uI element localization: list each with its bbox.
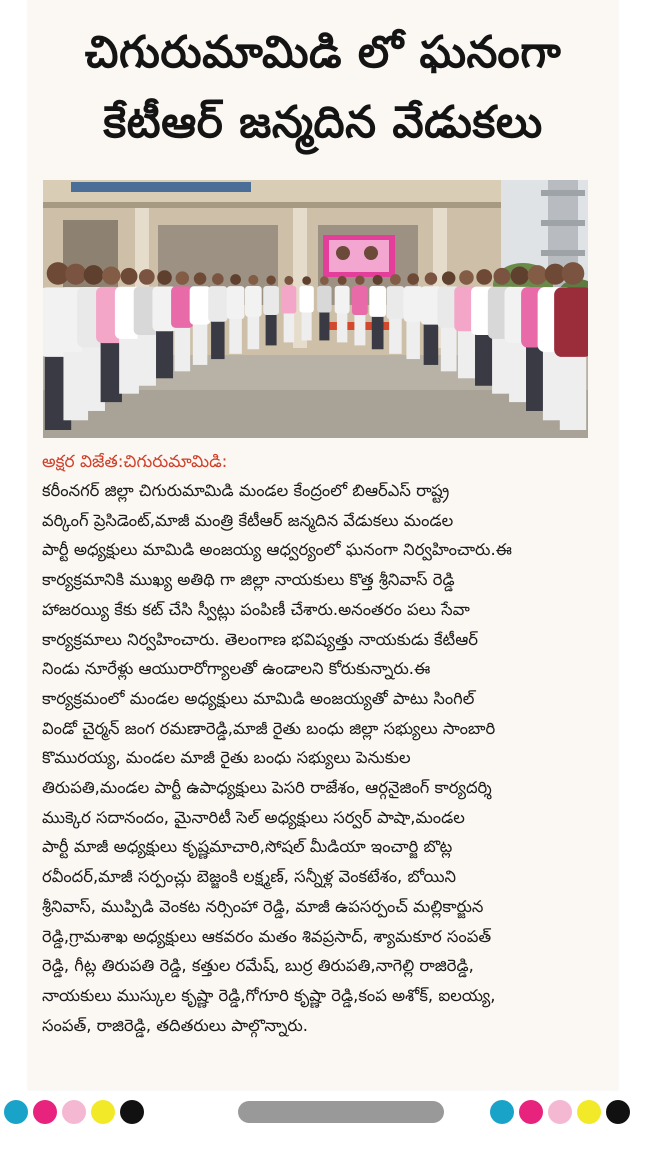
article-line: నాయకులు ముస్కుల కృష్ణా రెడ్డి,గోగూరి కృష్ణా రెడ్డి,కంప అశోక్, ఐలయ్య, bbox=[42, 985, 496, 1005]
color-dot bbox=[33, 1100, 57, 1124]
color-dot bbox=[62, 1100, 86, 1124]
color-dot bbox=[606, 1100, 630, 1124]
bottom-bar bbox=[0, 1090, 647, 1130]
headline-line-2: కేటీఆర్ జన్మదిన వేడుకలు bbox=[103, 97, 543, 148]
article-line: కరీంనగర్ జిల్లా చిగురుమామిడి మండల కేంద్రంలో బిఆర్ఎస్ రాష్ట్ర bbox=[42, 481, 450, 500]
article-line: పార్టీ మాజీ అధ్యక్షులు కృష్ణమాచారి,సోషల్ మీడియా ఇంచార్జి బొట్ల bbox=[42, 837, 453, 857]
article-line: తిరుపతి,మండల పార్టీ ఉపాధ్యక్షులు పెసరి రాజేశం, ఆర్గనైజింగ్ కార్యదర్శి bbox=[42, 778, 492, 798]
color-dot bbox=[548, 1100, 572, 1124]
article-line: నిండు నూరేళ్లు ఆయురారోగ్యాలతో ఉండాలని కోరుకున్నారు.ఈ bbox=[42, 659, 431, 679]
color-dot bbox=[120, 1100, 144, 1124]
color-dot bbox=[91, 1100, 115, 1124]
byline: అక్షర విజేత:చిగురుమామిడి: bbox=[42, 452, 228, 472]
article-line: వర్కింగ్ ప్రెసిడెంట్,మాజీ మంత్రి కేటీఆర్ జన్మదిన వేడుకలు మండల bbox=[42, 510, 454, 530]
group-photo-icon bbox=[43, 180, 588, 438]
article-line: కార్యక్రమాలు నిర్వహించారు. తెలంగాణ భవిష్యత్తు నాయకుడు కేటీఆర్ bbox=[42, 629, 478, 649]
scrollbar-handle[interactable] bbox=[238, 1101, 444, 1123]
color-dot bbox=[4, 1100, 28, 1124]
article-line: కార్యక్రమానికి ముఖ్య అతిథి గా జిల్లా నాయకులు కొత్త శ్రీనివాస్ రెడ్డి bbox=[42, 570, 455, 590]
article-line: రెడ్డి, గీట్ల తిరుపతి రెడ్డి, కత్తుల రమేష్, బుర్ర తిరుపతి,నాగెల్లి రాజిరెడ్డి, bbox=[42, 956, 474, 976]
color-dot bbox=[519, 1100, 543, 1124]
article-line: పార్టీ అధ్యక్షులు మామిడి అంజయ్య ఆధ్వర్యంలో ఘనంగా నిర్వహించారు.ఈ bbox=[42, 540, 512, 560]
article-line: విండో చైర్మన్ జంగ రమణారెడ్డి,మాజీ రైతు బంధు జిల్లా సభ్యులు సాంబారి bbox=[42, 718, 496, 738]
news-photo bbox=[43, 180, 588, 438]
color-dot bbox=[577, 1100, 601, 1124]
article-line: ముక్కెర సదానందం, మైనారిటీ సెల్ అధ్యక్షులు సర్వర్ పాషా,మండల bbox=[42, 807, 465, 827]
color-dot bbox=[490, 1100, 514, 1124]
article-line: సంపత్, రాజిరెడ్డి, తదితరులు పాల్గొన్నారు. bbox=[42, 1015, 308, 1035]
headline bbox=[28, 18, 618, 158]
headline-line-1: చిగురుమామిడి లో ఘనంగా bbox=[84, 27, 562, 78]
article-body bbox=[42, 476, 588, 1040]
article-line: శ్రీనివాస్, ముప్పిడి వెంకట నర్సింహా రెడ్డి, మాజీ ఉపసర్పంచ్ మల్లికార్జున bbox=[42, 896, 484, 916]
article-line: కార్యక్రమంలో మండల అధ్యక్షులు మామిడి అంజయ్యతో పాటు సింగిల్ bbox=[42, 688, 475, 708]
article-line: కొమురయ్య, మండల మాజీ రైతు బంధు సభ్యులు పెనుకుల bbox=[42, 748, 411, 768]
article-line: రెడ్డి,గ్రామశాఖ అధ్యక్షులు ఆకవరం మతం శివప్రసాద్, శ్యామకూర సంపత్ bbox=[42, 926, 492, 946]
newspaper-clipping bbox=[28, 0, 618, 1090]
article-line: హాజరయ్యి కేకు కట్ చేసి స్వీట్లు పంపిణీ చేశారు.అనంతరం పలు సేవా bbox=[42, 599, 470, 619]
article-line: రవీందర్,మాజీ సర్పంచ్లు బెజ్జంకి లక్ష్మణ్, సన్నీళ్ల వెంకటేశం, బోయిని bbox=[42, 867, 457, 887]
